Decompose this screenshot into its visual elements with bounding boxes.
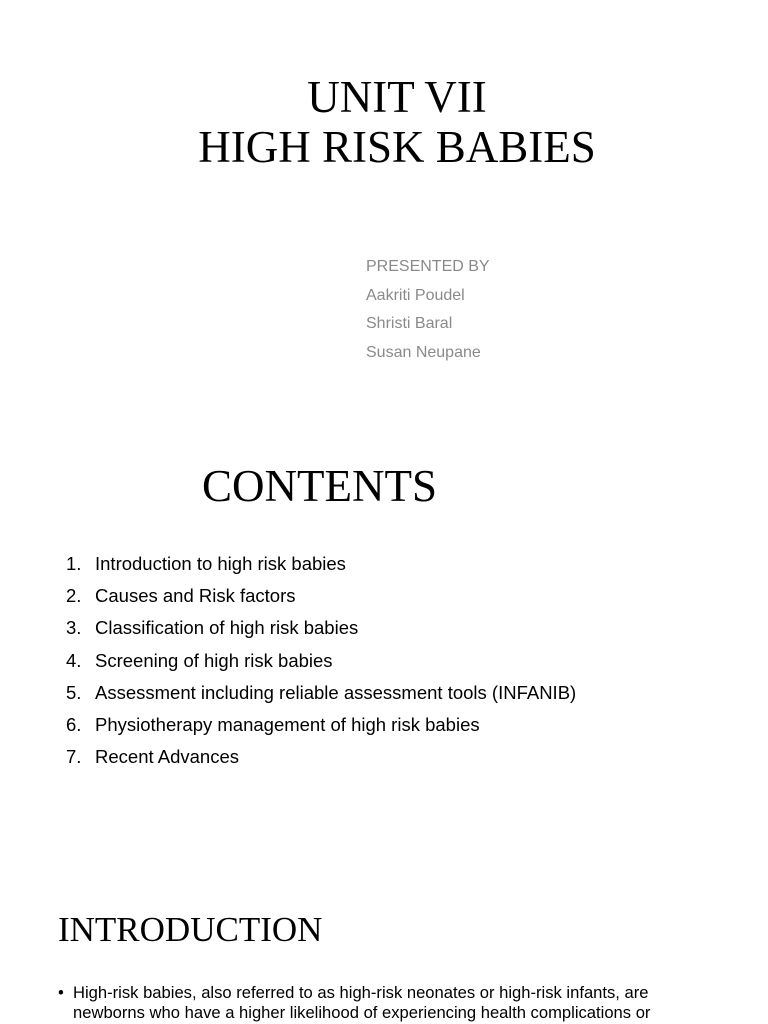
presenter-name: Shristi Baral <box>366 315 453 333</box>
contents-item <box>66 709 576 741</box>
contents-item-number: 7. <box>66 746 82 768</box>
contents-item-text: Causes and Risk factors <box>95 585 296 607</box>
presenter-name: Susan Neupane <box>366 343 481 361</box>
contents-item-text: Introduction to high risk babies <box>95 553 346 574</box>
contents-item-number: 2. <box>66 585 82 607</box>
contents-item-number: 4. <box>66 649 82 671</box>
title-line-topic: HIGH RISK BABIES <box>198 122 596 172</box>
contents-item-text: Recent Advances <box>95 746 239 768</box>
contents-list <box>66 548 576 773</box>
contents-item-number: 1. <box>66 553 82 574</box>
contents-item <box>66 645 576 677</box>
contents-item-number: 3. <box>66 617 82 639</box>
contents-item-text: Assessment including reliable assessment tools (INFANIB) <box>95 681 577 703</box>
contents-item-text: Physiotherapy management of high risk babies <box>95 714 480 736</box>
contents-item-text: Classification of high risk babies <box>95 617 359 639</box>
title-slide <box>0 0 768 420</box>
presented-by-label: PRESENTED BY <box>366 258 490 275</box>
contents-slide <box>0 420 768 860</box>
bullet-icon: • <box>58 983 64 1002</box>
presenters-block <box>366 253 490 367</box>
contents-heading: CONTENTS <box>202 461 437 511</box>
introduction-slide <box>0 860 768 1024</box>
introduction-bullet <box>58 983 718 1023</box>
contents-item <box>66 612 576 644</box>
contents-item <box>66 580 576 612</box>
contents-item <box>66 677 576 709</box>
presenter-name: Aakriti Poudel <box>366 286 465 304</box>
contents-item-number: 5. <box>66 681 82 703</box>
contents-item-number: 6. <box>66 714 82 736</box>
title-line-unit: UNIT VII <box>307 72 487 122</box>
contents-item-text: Screening of high risk babies <box>95 649 333 671</box>
contents-item <box>66 548 576 580</box>
introduction-bullet-text: High-risk babies, also referred to as high-risk neonates or high-risk infants, are newborns who have a higher likelihood of experiencing health complications or <box>73 983 651 1022</box>
contents-item <box>66 741 576 773</box>
slide-title <box>0 72 768 172</box>
introduction-heading: INTRODUCTION <box>58 910 323 949</box>
